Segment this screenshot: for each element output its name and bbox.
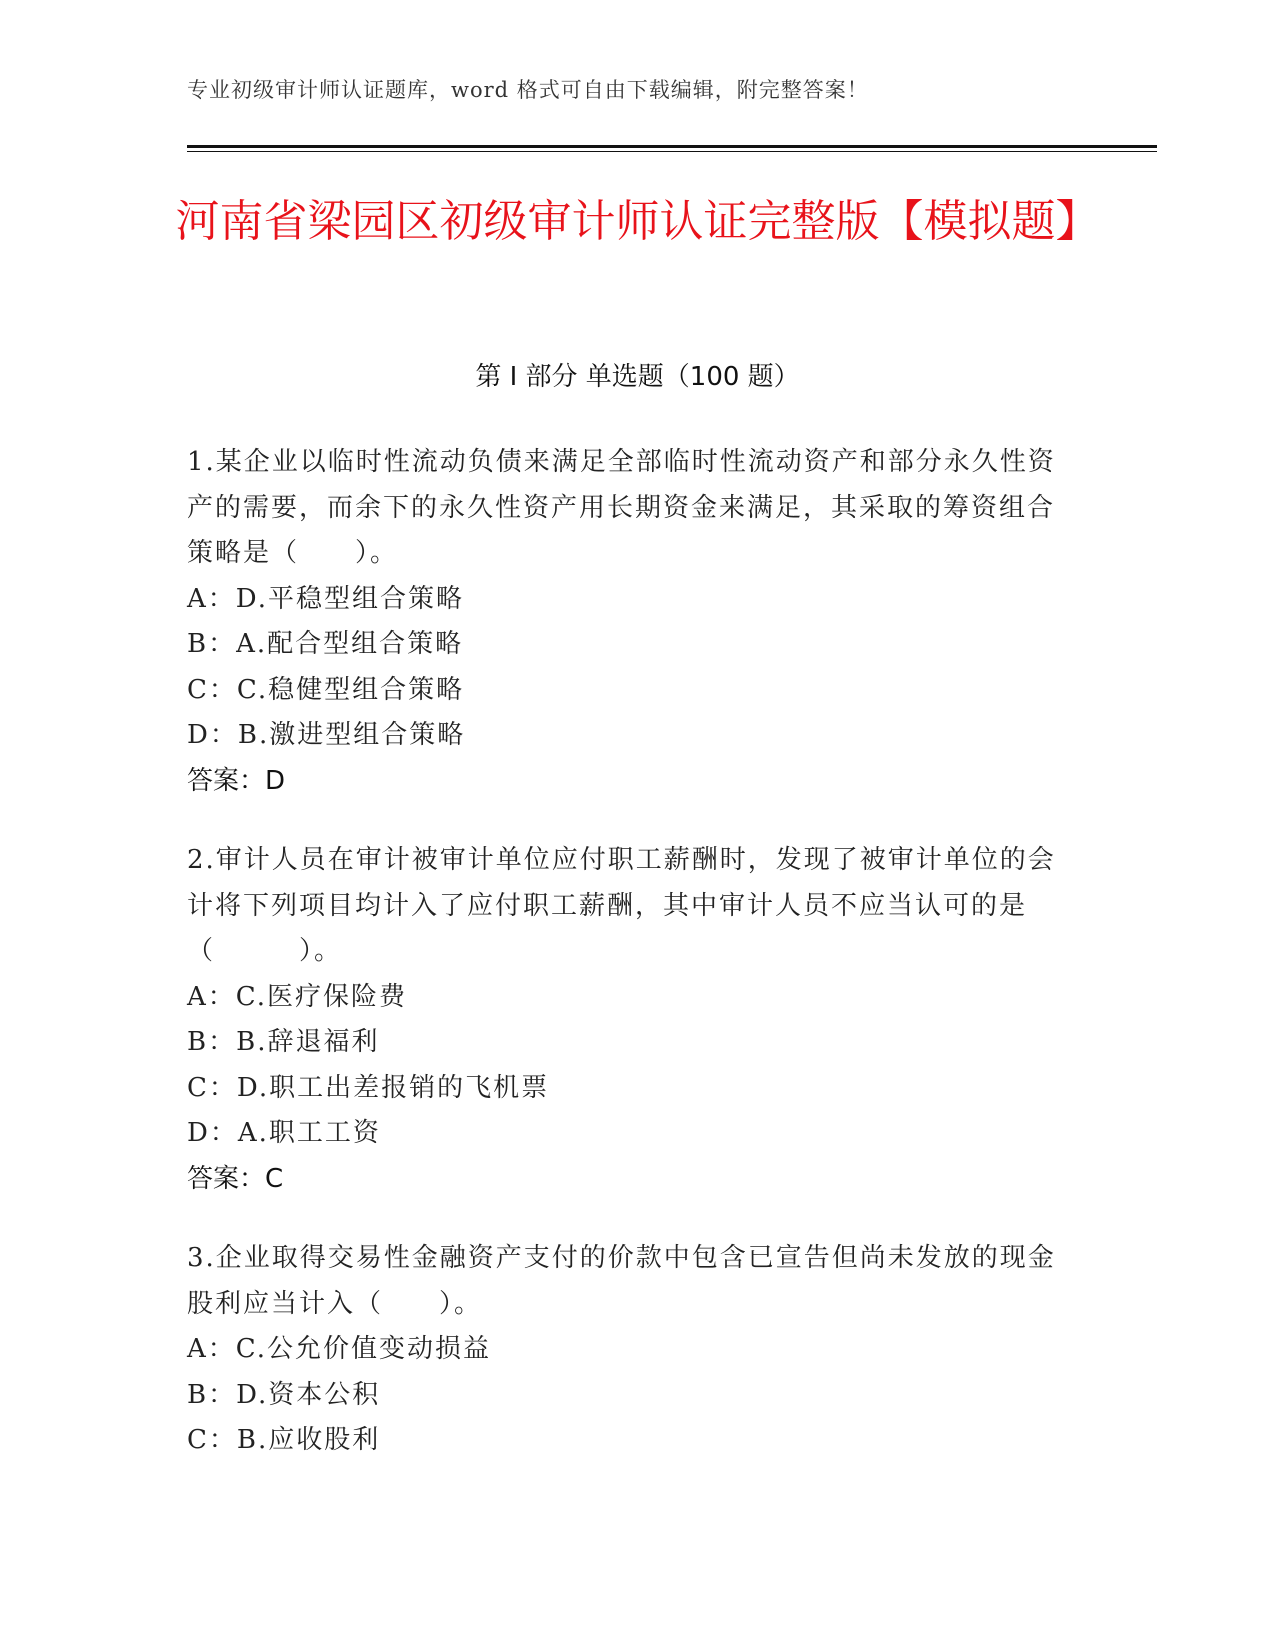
option-a: A：C.公允价值变动损益: [187, 1334, 492, 1364]
question-list: [187, 440, 1067, 1498]
option-d: D：B.激进型组合策略: [187, 720, 466, 750]
option-b: B：A.配合型组合策略: [187, 629, 464, 659]
question-stem: 1.某企业以临时性流动负债来满足全部临时性流动资产和部分永久性资产的需要，而余下的永久性资产用长期资金来满足，其采取的筹资组合策略是（ ）。: [187, 447, 1056, 568]
option-d: D：A.职工工资: [187, 1118, 381, 1148]
section-title: 第 I 部分 单选题（100 题）: [475, 362, 800, 392]
header-rule-thick: [187, 145, 1157, 148]
document-title: 河南省梁园区初级审计师认证完整版【模拟题】: [175, 196, 1100, 247]
option-b: B：D.资本公积: [187, 1379, 381, 1410]
answer-line: 答案：D: [187, 765, 286, 796]
question-2: [187, 838, 1067, 1202]
question-3: [187, 1236, 1067, 1464]
header-note: 专业初级审计师认证题库，word 格式可自由下载编辑，附完整答案！: [187, 78, 869, 102]
option-c: C：B.应收股利: [187, 1425, 381, 1455]
header-rule-thin: [187, 151, 1157, 152]
answer-line: 答案：C: [187, 1163, 284, 1194]
question-1: [187, 440, 1067, 804]
option-a: A：D.平稳型组合策略: [187, 583, 464, 614]
option-a: A：C.医疗保险费: [187, 981, 408, 1012]
option-c: C：D.职工出差报销的飞机票: [187, 1072, 550, 1103]
option-b: B：B.辞退福利: [187, 1027, 380, 1057]
option-c: C：C.稳健型组合策略: [187, 674, 465, 705]
question-stem: 2.审计人员在审计被审计单位应付职工薪酬时，发现了被审计单位的会计将下列项目均计入了应付职工薪酬，其中审计人员不应当认可的是（ ）。: [187, 845, 1056, 966]
question-stem: 3.企业取得交易性金融资产支付的价款中包含已宣告但尚未发放的现金股利应当计入（ ）。: [187, 1243, 1056, 1319]
